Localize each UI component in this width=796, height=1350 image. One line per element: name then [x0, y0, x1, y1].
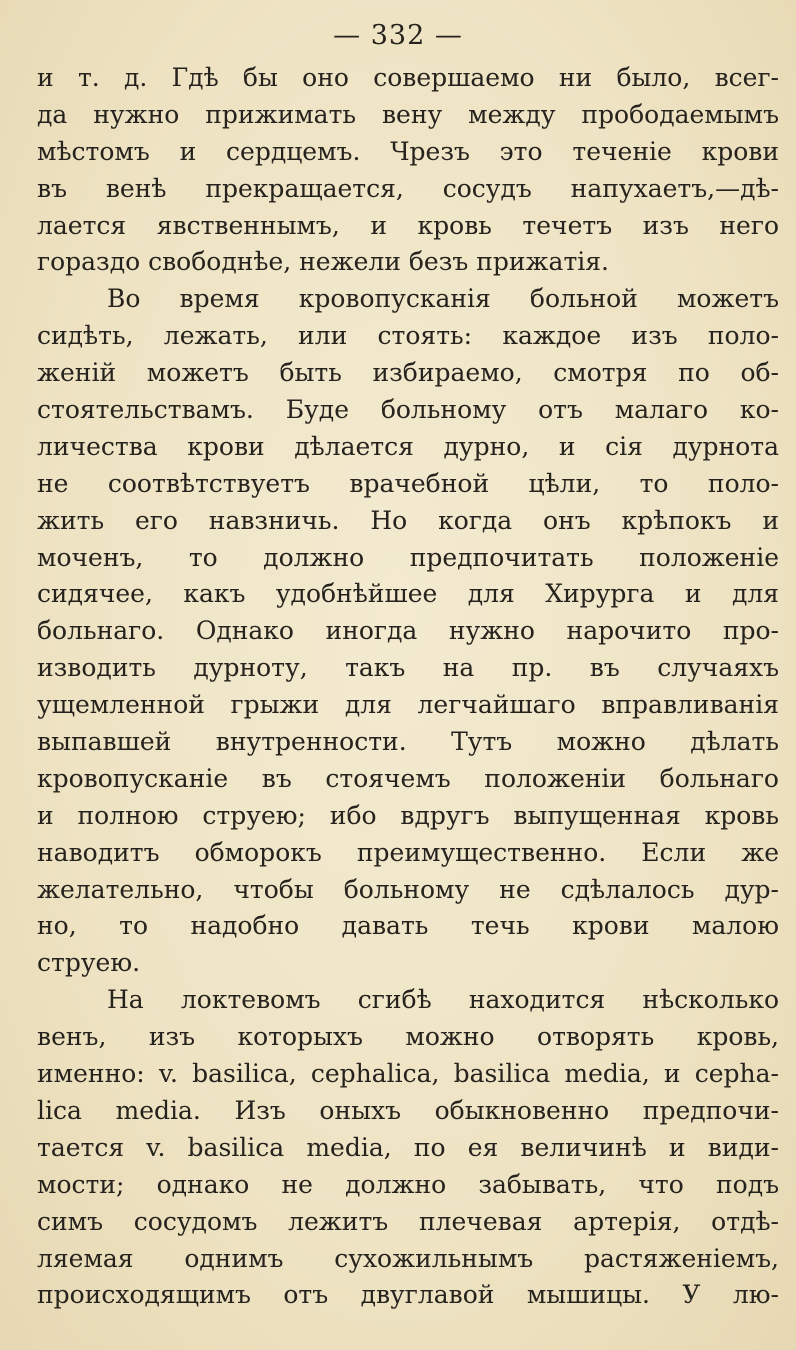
text-line: изводить дурноту, такъ на пр. въ случаяхъ: [37, 653, 779, 683]
text-line: ущемленной грыжи для легчайшаго вправливанія: [37, 690, 779, 720]
text-line: Во время кровопусканія больной можетъ: [107, 284, 779, 314]
text-line: сидѣть, лежать, или стоять: каждое изъ поло-: [37, 321, 779, 351]
text-line: въ венѣ прекращается, сосудъ напухаетъ,—дѣ-: [37, 173, 779, 203]
text-line: кровопусканіе въ стоячемъ положеніи больнаго: [37, 763, 779, 793]
text-line: мѣстомъ и сердцемъ. Чрезъ это теченіе крови: [37, 136, 779, 166]
paragraph-2: [37, 281, 779, 982]
text-line: моченъ, то должно предпочитать положеніе: [37, 542, 779, 572]
text-line: струею.: [37, 948, 141, 978]
text-line: личества крови дѣлается дурно, и сія дурнота: [37, 431, 779, 461]
text-line: и т. д. Гдѣ бы оно совершаемо ни было, всег-: [37, 63, 779, 92]
text-line: и полною струею; ибо вдругъ выпущенная кровь: [37, 800, 779, 830]
text-line: мости; однако не должно забывать, что подъ: [37, 1169, 779, 1199]
text-line: симъ сосудомъ лежитъ плечевая артерія, отдѣ-: [37, 1206, 779, 1236]
text-line: жить его навзничь. Но когда онъ крѣпокъ и: [37, 505, 779, 535]
text-line: именно: v. basilica, cephalica, basilica media, и cepha-: [37, 1059, 779, 1089]
text-line: происходящимъ отъ двуглавой мышицы. У лю-: [37, 1280, 779, 1310]
text-line: желательно, чтобы больному не сдѣлалось дур-: [37, 874, 779, 904]
text-line: женій можетъ быть избираемо, смотря по об-: [37, 358, 779, 388]
text-line: гораздо свободнѣе, нежели безъ прижатія.: [37, 247, 609, 277]
body-text: [37, 60, 779, 1314]
text-line: сидячее, какъ удобнѣйшее для Хирурга и для: [37, 579, 779, 609]
text-line: тается v. basilica media, по ея величинѣ и види-: [37, 1132, 779, 1162]
text-line: На локтевомъ сгибѣ находится нѣсколько: [107, 985, 779, 1015]
page-number: — 332 —: [333, 20, 463, 51]
text-line: наводитъ обморокъ преимущественно. Если же: [37, 837, 779, 867]
text-line: ляемая однимъ сухожильнымъ растяженіемъ,: [37, 1243, 779, 1273]
text-line: не соотвѣтствуетъ врачебной цѣли, то поло-: [37, 468, 779, 498]
text-line: стоятельствамъ. Буде больному отъ малаго ко-: [37, 395, 779, 425]
text-line: да нужно прижимать вену между прободаемымъ: [37, 99, 779, 129]
text-line: лается явственнымъ, и кровь течетъ изъ него: [37, 210, 779, 240]
text-line: выпавшей внутренности. Тутъ можно дѣлать: [37, 727, 779, 757]
text-line: но, то надобно давать течь крови малою: [37, 911, 779, 941]
text-line: lica media. Изъ оныхъ обыкновенно предпочи-: [37, 1095, 779, 1125]
text-line: венъ, изъ которыхъ можно отворять кровь,: [37, 1022, 779, 1052]
text-line: больнаго. Однако иногда нужно нарочито про-: [37, 616, 779, 646]
paragraph-3: [37, 982, 779, 1314]
paragraph-1: [37, 60, 779, 281]
